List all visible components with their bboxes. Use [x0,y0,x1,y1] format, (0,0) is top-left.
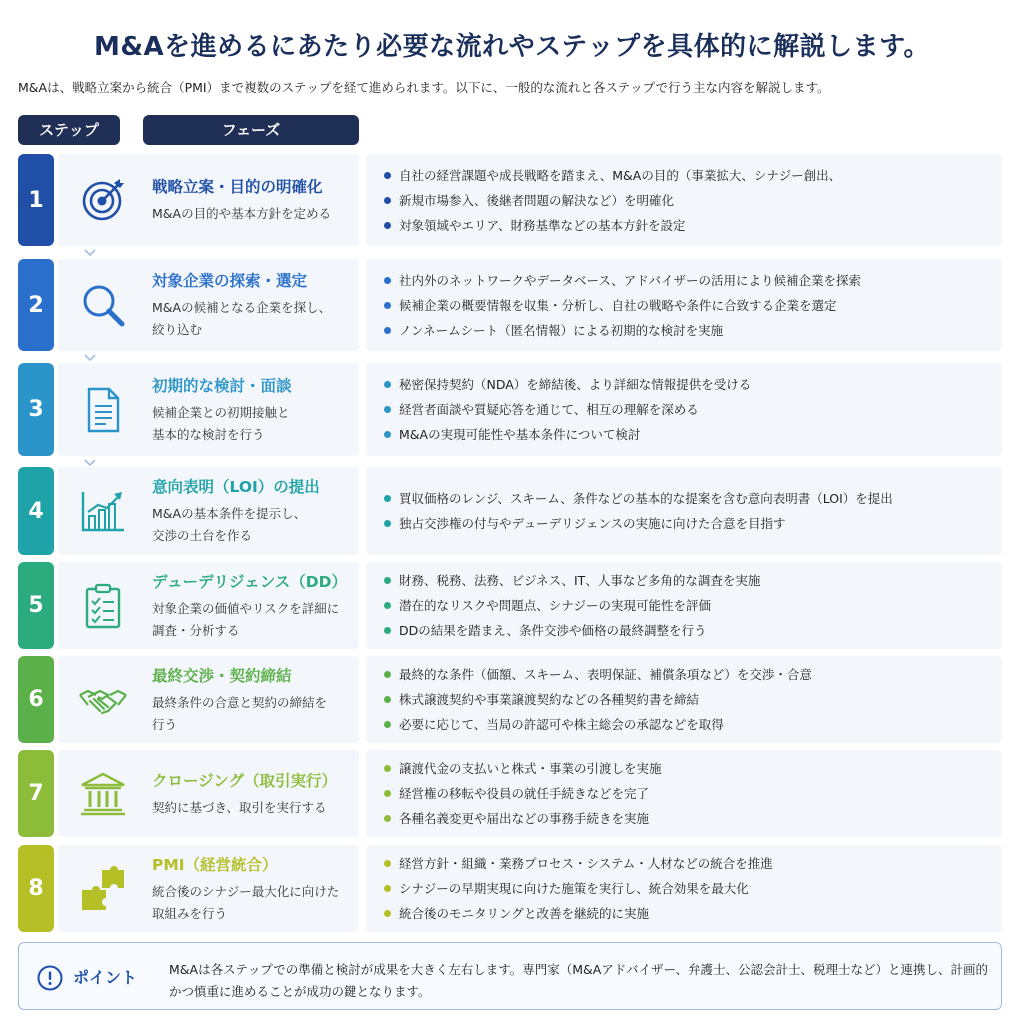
phase-title: 戦略立案・目的の明確化 [152,178,323,197]
phase-cell [136,845,359,932]
phase-description: 統合後のシナジー最大化に向けた 取組みを行う [152,883,340,921]
point-label: ポイント [73,968,138,987]
bullet-dot-icon [384,222,391,229]
step-row [18,750,1002,837]
bank-icon [58,750,148,837]
document-icon [58,363,148,456]
detail-bullet: 財務、税務、法務、ビジネス、IT、人事など多角的な調査を実施 [384,568,984,593]
phase-title: 初期的な検討・面談 [152,376,292,395]
info-icon [37,965,63,991]
clipboard-icon [58,562,148,649]
bullet-dot-icon [384,327,391,334]
bullet-dot-icon [384,277,391,284]
phase-title: PMI（経営統合） [152,855,278,874]
page-subtitle: M&Aは、戦略立案から統合（PMI）まで複数のステップを経て進められます。以下に、一般的な流れと各ステップで行う主な内容を解説します。 [18,80,830,95]
page-title: M&Aを進めるにあたり必要な流れやステップを具体的に解説します。 [93,32,931,62]
phase-description: 候補企業との初期接触と 基本的な検討を行う [152,404,290,442]
bullet-dot-icon [384,431,391,438]
detail-bullet: 買収価格のレンジ、スキーム、条件などの基本的な提案を含む意向表明書（LOI）を提出 [384,486,984,511]
step-row [18,656,1002,743]
bullet-dot-icon [384,671,391,678]
detail-cell [366,750,1002,837]
detail-bullet: 株式譲渡契約や事業譲渡契約などの各種契約書を締結 [384,687,984,712]
detail-cell [366,363,1002,456]
detail-bullet: 潜在的なリスクや問題点、シナジーの実現可能性を評価 [384,593,984,618]
detail-bullet: 社内外のネットワークやデータベース、アドバイザーの活用により候補企業を探索 [384,268,984,293]
point-callout [18,942,1002,1010]
detail-bullet: 経営方針・組織・業務プロセス・システム・人材などの統合を推進 [384,851,984,876]
bullet-dot-icon [384,910,391,917]
bullet-dot-icon [384,885,391,892]
step-number: 3 [18,363,54,456]
point-text: M&Aは各ステップでの準備と検討が成果を大きく左右します。専門家（M&Aアドバイザー、弁護士、公認会計士、税理士など）と連携し、計画的かつ慎重に進めることが成功の鍵となります。 [169,962,989,999]
phase-title: デューデリジェンス（DD） [152,572,347,591]
detail-bullet: 必要に応じて、当局の許認可や株主総会の承認などを取得 [384,712,984,737]
step-number: 5 [18,562,54,649]
bullet-dot-icon [384,765,391,772]
phase-cell [136,154,359,246]
handshake-icon [58,656,148,743]
step-row [18,562,1002,649]
detail-bullet: 秘密保持契約（NDA）を締結後、より詳細な情報提供を受ける [384,372,984,397]
detail-bullet: 最終的な条件（価額、スキーム、表明保証、補償条項など）を交渉・合意 [384,662,984,687]
phase-description: M&Aの基本条件を提示し、 交渉の土台を作る [152,506,307,543]
bullet-dot-icon [384,790,391,797]
bullet-dot-icon [384,302,391,309]
phase-cell [136,750,359,837]
phase-cell [136,259,359,351]
detail-bullet: DDの結果を踏まえ、条件交渉や価格の最終調整を行う [384,618,984,643]
phase-title: 意向表明（LOI）の提出 [152,478,320,497]
detail-cell [366,154,1002,246]
bullet-dot-icon [384,627,391,634]
detail-cell [366,467,1002,555]
step-number: 2 [18,259,54,351]
step-row [18,363,1002,456]
bullet-dot-icon [384,520,391,527]
puzzle-icon [58,845,148,932]
bullet-dot-icon [384,721,391,728]
phase-description: M&Aの候補となる企業を探し、 絞り込む [152,300,332,337]
chart-icon [58,467,148,555]
step-number: 7 [18,750,54,837]
chevron-down-icon [83,248,97,258]
detail-bullet: ノンネームシート（匿名情報）による初期的な検討を実施 [384,318,984,343]
detail-cell [366,259,1002,351]
detail-bullet: 新規市場参入、後継者問題の解決など）を明確化 [384,188,984,213]
detail-bullet: 経営権の移転や役員の就任手続きなどを完了 [384,781,984,806]
step-row [18,467,1002,555]
detail-bullet: 候補企業の概要情報を収集・分析し、自社の戦略や条件に合致する企業を選定 [384,293,984,318]
step-number: 1 [18,154,54,246]
phase-description: 契約に基づき、取引を実行する [152,799,327,815]
phase-cell [136,363,359,456]
detail-bullet: 譲渡代金の支払いと株式・事業の引渡しを実施 [384,756,984,781]
step-column-header: ステップ [18,115,120,145]
phase-description: 対象企業の価値やリスクを詳細に 調査・分析する [152,600,340,638]
step-number: 8 [18,845,54,932]
phase-description: 最終条件の合意と契約の締結を 行う [152,694,328,732]
detail-bullet: 自社の経営課題や成長戦略を踏まえ、M&Aの目的（事業拡大、シナジー創出、 [384,163,984,188]
phase-title: クロージング（取引実行） [152,771,337,790]
phase-description: M&Aの目的や基本方針を定める [152,206,332,222]
phase-cell [136,656,359,743]
detail-bullet: シナジーの早期実現に向けた施策を実行し、統合効果を最大化 [384,876,984,901]
detail-cell [366,845,1002,932]
detail-bullet: 対象領域やエリア、財務基準などの基本方針を設定 [384,213,984,238]
chevron-down-icon [83,353,97,363]
step-number: 6 [18,656,54,743]
detail-bullet: 独占交渉権の付与やデューデリジェンスの実施に向けた合意を目指す [384,511,984,536]
bullet-dot-icon [384,860,391,867]
step-number: 4 [18,467,54,555]
bullet-dot-icon [384,696,391,703]
bullet-dot-icon [384,495,391,502]
bullet-dot-icon [384,381,391,388]
bullet-dot-icon [384,602,391,609]
bullet-dot-icon [384,172,391,179]
phase-title: 対象企業の探索・選定 [152,272,308,291]
bullet-dot-icon [384,197,391,204]
bullet-dot-icon [384,815,391,822]
phase-column-header: フェーズ [143,115,359,145]
phase-cell [136,467,359,555]
step-row [18,845,1002,932]
step-row [18,154,1002,246]
bullet-dot-icon [384,406,391,413]
phase-title: 最終交渉・契約締結 [152,666,292,685]
bullet-dot-icon [384,577,391,584]
detail-bullet: M&Aの実現可能性や基本条件について検討 [384,422,984,447]
step-row [18,259,1002,351]
magnifier-icon [58,259,148,351]
detail-bullet: 各種名義変更や届出などの事務手続きを実施 [384,806,984,831]
phase-cell [136,562,359,649]
detail-cell [366,656,1002,743]
detail-cell [366,562,1002,649]
detail-bullet: 経営者面談や質疑応答を通じて、相互の理解を深める [384,397,984,422]
detail-bullet: 統合後のモニタリングと改善を継続的に実施 [384,901,984,926]
target-icon [58,154,148,246]
